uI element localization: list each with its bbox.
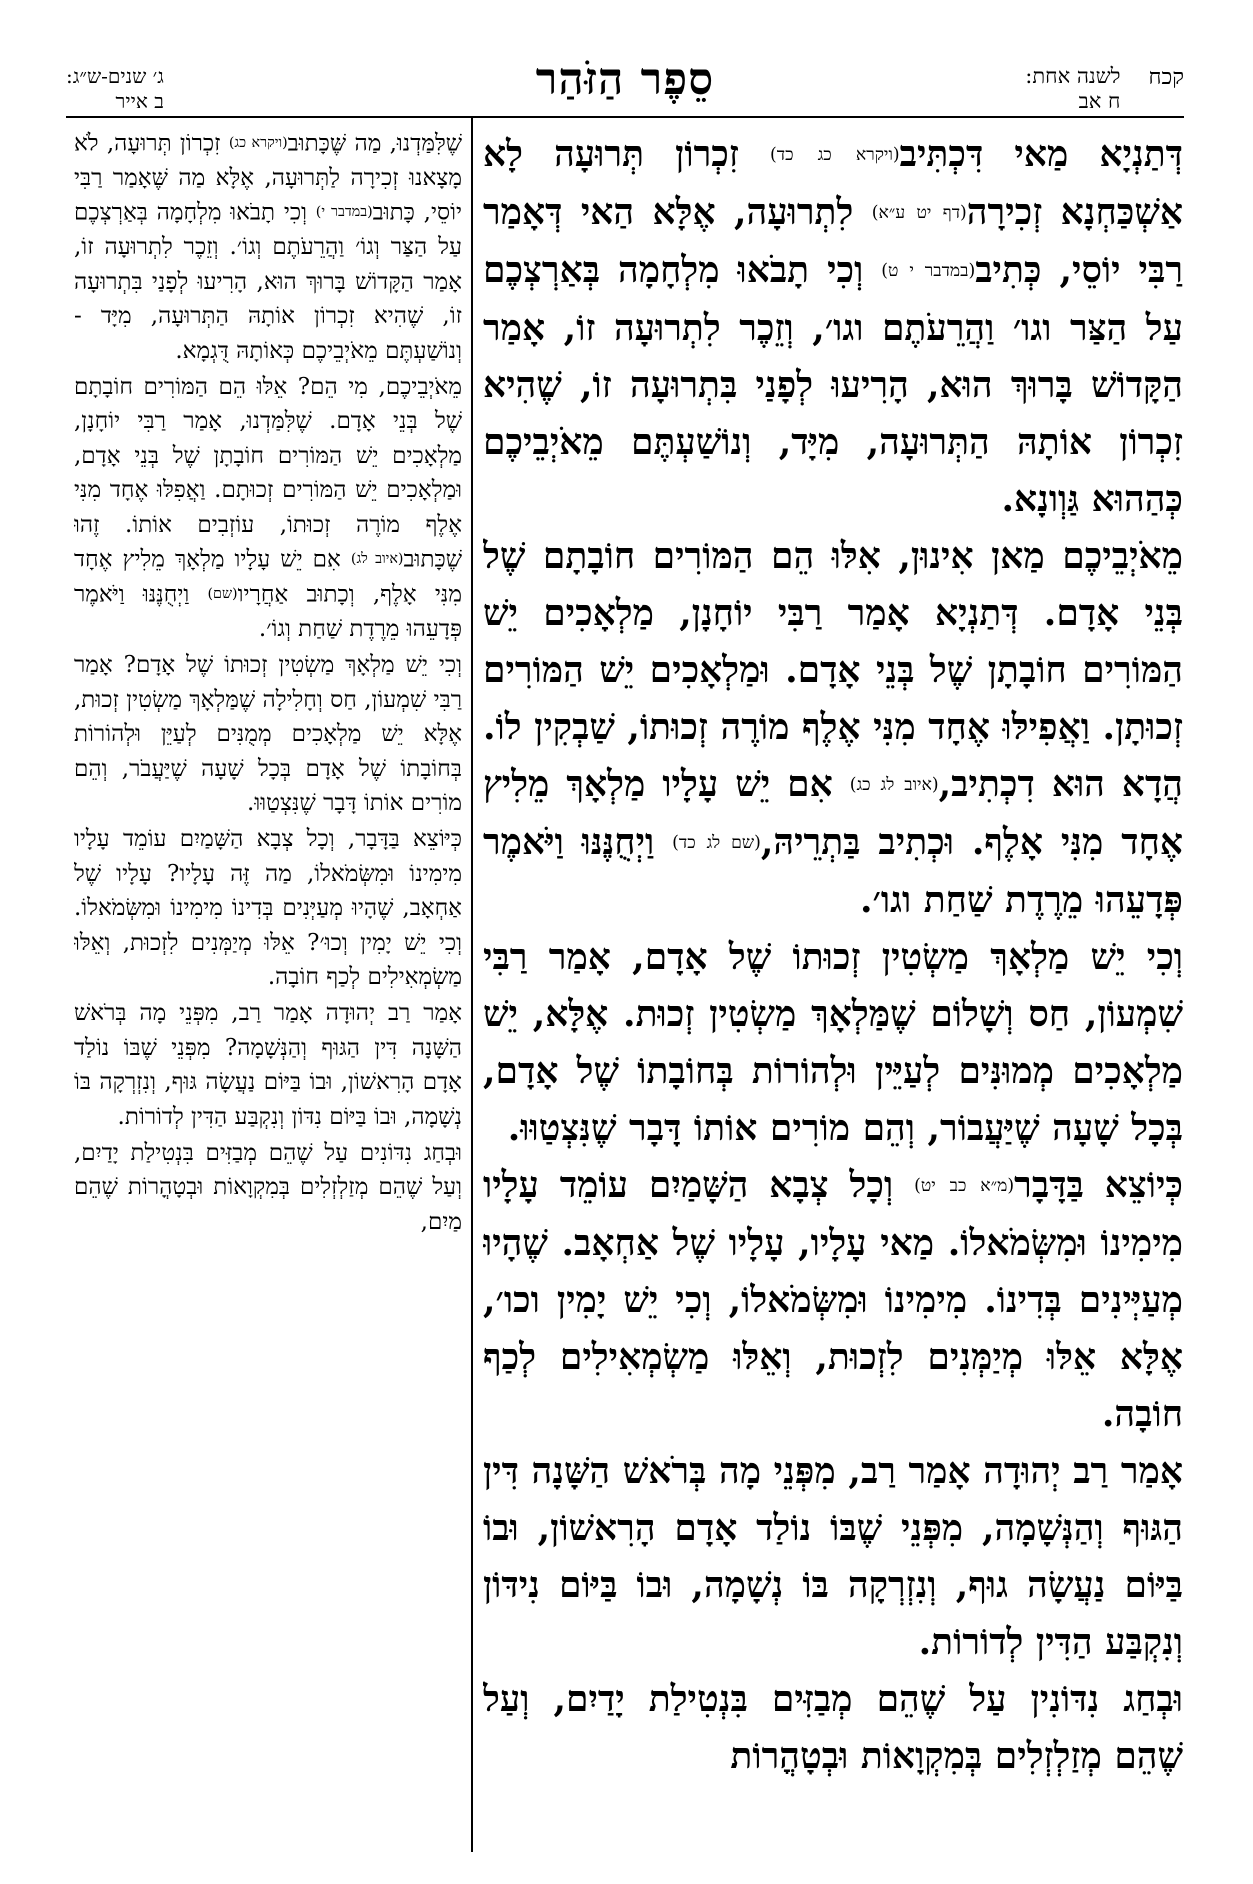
three-year-cycle-info — [66, 64, 164, 114]
verse-reference: (איוב לג) — [350, 551, 404, 567]
text-segment: אָמַר רַב יְהוּדָה אָמַר רַב, מִפְּנֵי מָה בְּרֹאשׁ הַשָּׁנָה דִּין הַגּוּף וְהַנְּשָׁמָה, מִפְּנֵי שֶׁבּוֹ נוֹלַד אָדָם הָרִאשׁוֹן, וּבוֹ בַּיּוֹם נַעֲשָׂה גוּף, וְנִזְרְקָה בּוֹ נְשָׁמָה, וּבוֹ בַּיּוֹם נִידּוֹן וְנִקְבַּע הַדִּין לְדוֹרוֹת. — [483, 1449, 1183, 1663]
cycle-label: ג׳ שנים-ש״ג: — [66, 64, 164, 88]
text-segment: וּבְחַג נִדּוֹנִין עַל שֶׁהֵם מְבַזִּים בִּנְטִילַת יָדַיִם, וְעַל שֶׁהֵם מְזַלְזְלִים בְּמִקְוָאוֹת וּבְטָהֳרוֹת — [483, 1677, 1183, 1777]
paragraph — [483, 126, 1183, 528]
verse-reference: (ויקרא כג) — [228, 135, 288, 151]
text-segment: וְכָל צְבָא הַשָּׁמַיִם עוֹמֵד עָלָיו מִימִינוֹ וּמִשְּׂמֹאלוֹ. מַאי עָלָיו, עָלָיו שֶׁל אַחְאָב. שֶׁהָיוּ מְעַיְּינִים בְּדִינוֹ. מִימִינוֹ וּמִשְּׂמֹאלוֹ, וְכִי יֵשׁ יָמִין וכו׳, אֶלָּא אֵלּוּ מְיַמְּנִים לִזְכוּת, וְאֵלּוּ מַשְׂמְאִילִים לְכַף חוֹבָה. — [483, 1163, 1183, 1435]
paragraph — [483, 1443, 1183, 1671]
paragraph — [483, 1671, 1183, 1785]
header-rule — [66, 116, 1184, 118]
header-right — [1025, 64, 1184, 114]
study-day-label: לשנה אחת: — [1025, 64, 1121, 88]
text-segment: וְכִי יֵשׁ מַלְאָךְ מַשְׂטִין זְכוּתוֹ שֶׁל אָדָם? אָמַר רַבִּי שִׁמְעוֹן, חַס וְחָלִילָה שֶׁמַּלְאָךְ מַשְׂטִין זְכוּת, אֶלָּא יֵשׁ מַלְאָכִים מְמֻנִּים לְעַיֵּן וּלְהוֹרוֹת בְּחוֹבָתוֹ שֶׁל אָדָם בְּכָל שָׁעָה שֶׁיַּעֲבֹר, וְהֵם מוֹרִים אוֹתוֹ דָּבָר שֶׁנִּצְטַוּוּ. — [74, 652, 462, 816]
text-segment: אִם יֵשׁ עָלָיו מַלְאָךְ מֵלִיץ אֶחָד מִנִּי אָלֶף, וְכָתוּב אַחֲרָיו — [74, 546, 462, 608]
text-segment: אָמַר רַב יְהוּדָה אָמַר רַב, מִפְּנֵי מָה בְּרֹאשׁ הַשָּׁנָה דִּין הַגּוּף וְהַנְּשָׁמָה? מִפְּנֵי שֶׁבּוֹ נוֹלַד אָדָם הָרִאשׁוֹן, וּבוֹ בַּיּוֹם נַעֲשָׂה גּוּף, וְנִזְרְקָה בּוֹ נְשָׁמָה, וּבוֹ בַּיּוֹם נִדּוֹן וְנִקְבַּע הַדִּין לְדוֹרוֹת. — [74, 1000, 462, 1130]
verse-reference: (במדבר י ט) — [881, 260, 976, 281]
verse-reference: (במדבר י) — [315, 204, 373, 221]
text-segment: דְּתַנְיָא מַאי דִּכְתִּיב — [899, 133, 1183, 175]
paragraph — [74, 996, 462, 1134]
paragraph — [483, 1157, 1183, 1443]
header-left — [66, 64, 164, 114]
verse-reference: (ויקרא כג כד) — [770, 144, 900, 165]
book-title: סֵפֶר הַזֹּהַר — [535, 54, 715, 105]
text-segment: זִכְרוֹן תְּרוּעָה, לֹא מָצָאנוּ זְכִירָה לַתְּרוּעָה, אֶלָּא מַה שֶּׁאָמַר רַבִּי יוֹסֵי, כָּתוּב — [74, 130, 462, 226]
verse-reference: (שם לג כד) — [672, 832, 761, 853]
text-segment: וַיְחֻנֶּנּוּ וַיֹּאמֶר פְּדָעֵהוּ מֵרֶדֶת שַׁחַת וְגוֹ׳. — [74, 581, 462, 642]
text-segment: מֵאֹיְבֵיכֶם מַאן אִינוּן, אִלּוּ הֵם הַמּוֹרִים חוֹבָתָם שֶׁל בְּנֵי אָדָם. דְּתַנְיָא אָמַר רַבִּי יוֹחָנָן, מַלְאָכִים יֵשׁ הַמּוֹרִים חוֹבָתָן שֶׁל בְּנֵי אָדָם. וּמַלְאָכִים יֵשׁ הַמּוֹרִים זְכוּתָן. וַאֲפִילּוּ אֶחָד מִנִּי אֶלֶף מוֹרֶה זְכוּתוֹ, שַׁבְקִין לוֹ. הֲדָא הוּא דִכְתִיב, — [483, 534, 1183, 805]
verse-reference: (מ״א כב יט) — [914, 1175, 1015, 1196]
text-segment: וּבְחַג נִדּוֹנִים עַל שֶׁהֵם מְבַזִּים בִּנְטִילַת יָדַיִם, וְעַל שֶׁהֵם מְזַלְזְלִים בְּמִקְוָאוֹת וּבְטָהֳרוֹת שֶׁהֵם מַיִם, — [74, 1140, 462, 1235]
paragraph — [74, 822, 462, 994]
text-segment: לִתְרוּעָה, אֶלָּא הַאי דְּאָמַר רַבִּי יוֹסֵי, כְּתִיב — [483, 190, 1183, 291]
paragraph — [74, 126, 462, 368]
text-segment: אִם יֵשׁ עָלָיו מַלְאָךְ מֵלִיץ אֶחָד מִנִּי אָלֶף. וּכְתִיב בַּתְרֵיהּ, — [483, 762, 1183, 863]
yearly-cycle-info — [1025, 64, 1120, 114]
text-segment: וְכִי יֵשׁ מַלְאָךְ מַשְׂטִין זְכוּתוֹ שֶׁל אָדָם, אָמַר רַבִּי שִׁמְעוֹן, חַס וְשָׁלוֹם שֶׁמַּלְאָךְ מַשְׂטִין זְכוּת. אֶלָּא, יֵשׁ מַלְאָכִים מְמוּנִּים לְעַיֵּין וּלְהוֹרוֹת בְּחוֹבָתוֹ שֶׁל אָדָם, בְּכָל שָׁעָה שֶׁיַּעֲבוֹר, וְהֵם מוֹרִים אוֹתוֹ דָּבָר שֶׁנִּצְטַוּוּ. — [483, 935, 1183, 1149]
text-segment: זִכְרוֹן תְּרוּעָה לָא אַשְׁכַּחְנָא זְכִירָה — [483, 133, 1183, 233]
column-divider — [471, 117, 473, 1852]
hebrew-translation-column — [74, 126, 462, 1856]
page-header — [66, 54, 1184, 120]
text-segment: כְּיּוֹצֵא בַּדָּבָר, וְכָל צְבָא הַשָּׁמַיִם עוֹמֵד עָלָיו מִימִינוֹ וּמִשְּׂמֹאלוֹ, מַה זֶּה עָלָיו? עָלָיו שֶׁל אַחְאָב, שֶׁהָיוּ מְעַיְּנִים בְּדִינוֹ מִימִינוֹ וּמִשְּׂמֹאלוֹ. וְכִי יֵשׁ יָמִין וְכוּ׳? אֵלּוּ מְיַמְּנִים לִזְכוּת, וְאֵלּוּ מַשְׂמְאִילִים לְכַף חוֹבָה. — [74, 826, 462, 990]
text-segment: וְכִי תָבֹאוּ מִלְחָמָה בְּאַרְצְכֶם עַל הַצַּר וגו׳ וַהֲרֵעֹתֶם וגו׳, וְזֵכֶר לִתְרוּעָה זוֹ, אָמַר הַקָּדוֹשׁ בָּרוּךְ הוּא, הָרִיעוּ לְפָנַי בִּתְרוּעָה זוֹ, שֶׁהִיא זִכְרוֹן אוֹתָהּ הַתְּרוּעָה, מִיָּד, וְנוֹשַׁעְתֶּם מֵאֹיְבֵיכֶם כְּהַהוּא גַּוְונָא. — [483, 248, 1183, 520]
study-date: ח אב — [1078, 89, 1121, 113]
paragraph — [483, 528, 1183, 929]
cycle-date: ב אייר — [115, 89, 164, 113]
aramaic-main-column — [483, 126, 1183, 1856]
text-segment: מֵאֹיְבֵיכֶם, מִי הֵם? אֵלּוּ הֵם הַמּוֹרִים חוֹבָתָם שֶׁל בְּנֵי אָדָם. שֶׁלִּמַּדְנוּ, אָמַר רַבִּי יוֹחָנָן, מַלְאָכִים יֵשׁ הַמּוֹרִים חוֹבָתָן שֶׁל בְּנֵי אָדָם, וּמַלְאָכִים יֵשׁ הַמּוֹרִים זְכוּתָם. וַאֲפִלּוּ אֶחָד מִנִּי אֶלֶף מוֹרֶה זְכוּתוֹ, עוֹזְבִים אוֹתוֹ. זֶהוּ שֶׁכָּתוּב — [74, 373, 462, 573]
text-segment: וַיְחֻנֶּנּוּ וַיֹּאמֶר פְּדָעֵהוּ מֵרֶדֶת שַׁחַת וגו׳. — [483, 820, 1183, 921]
paragraph — [74, 1136, 462, 1239]
folio-number: קכח — [1148, 65, 1184, 90]
paragraph — [74, 370, 462, 646]
text-segment: שֶׁלִּמַּדְנוּ, מַה שֶּׁכָּתוּב — [287, 130, 462, 157]
verse-reference: (דף יט ע״א) — [871, 202, 967, 223]
text-segment: כְּיוֹצֵא בַּדָּבָר — [1014, 1163, 1183, 1206]
verse-reference: (שם) — [207, 585, 238, 602]
text-segment: וְכִי תָבֹאוּ מִלְחָמָה בְּאַרְצְכֶם עַל הַצַּר וְגוֹ׳ וַהֲרֵעֹתֶם וְגוֹ׳. וְזֵכֶר לִתְרוּעָה זוֹ, אָמַר הַקָּדוֹשׁ בָּרוּךְ הוּא, הָרִיעוּ לְפָנַי בִּתְרוּעָה זוֹ, שֶׁהִיא זִכְרוֹן אוֹתָהּ הַתְּרוּעָה, מִיָּד - וְנוֹשַׁעְתֶּם מֵאֹיְבֵיכֶם כְּאוֹתָהּ דֻּגְמָא. — [74, 199, 462, 364]
paragraph — [483, 929, 1183, 1157]
paragraph — [74, 648, 462, 820]
verse-reference: (איוב לג כג) — [849, 774, 939, 795]
